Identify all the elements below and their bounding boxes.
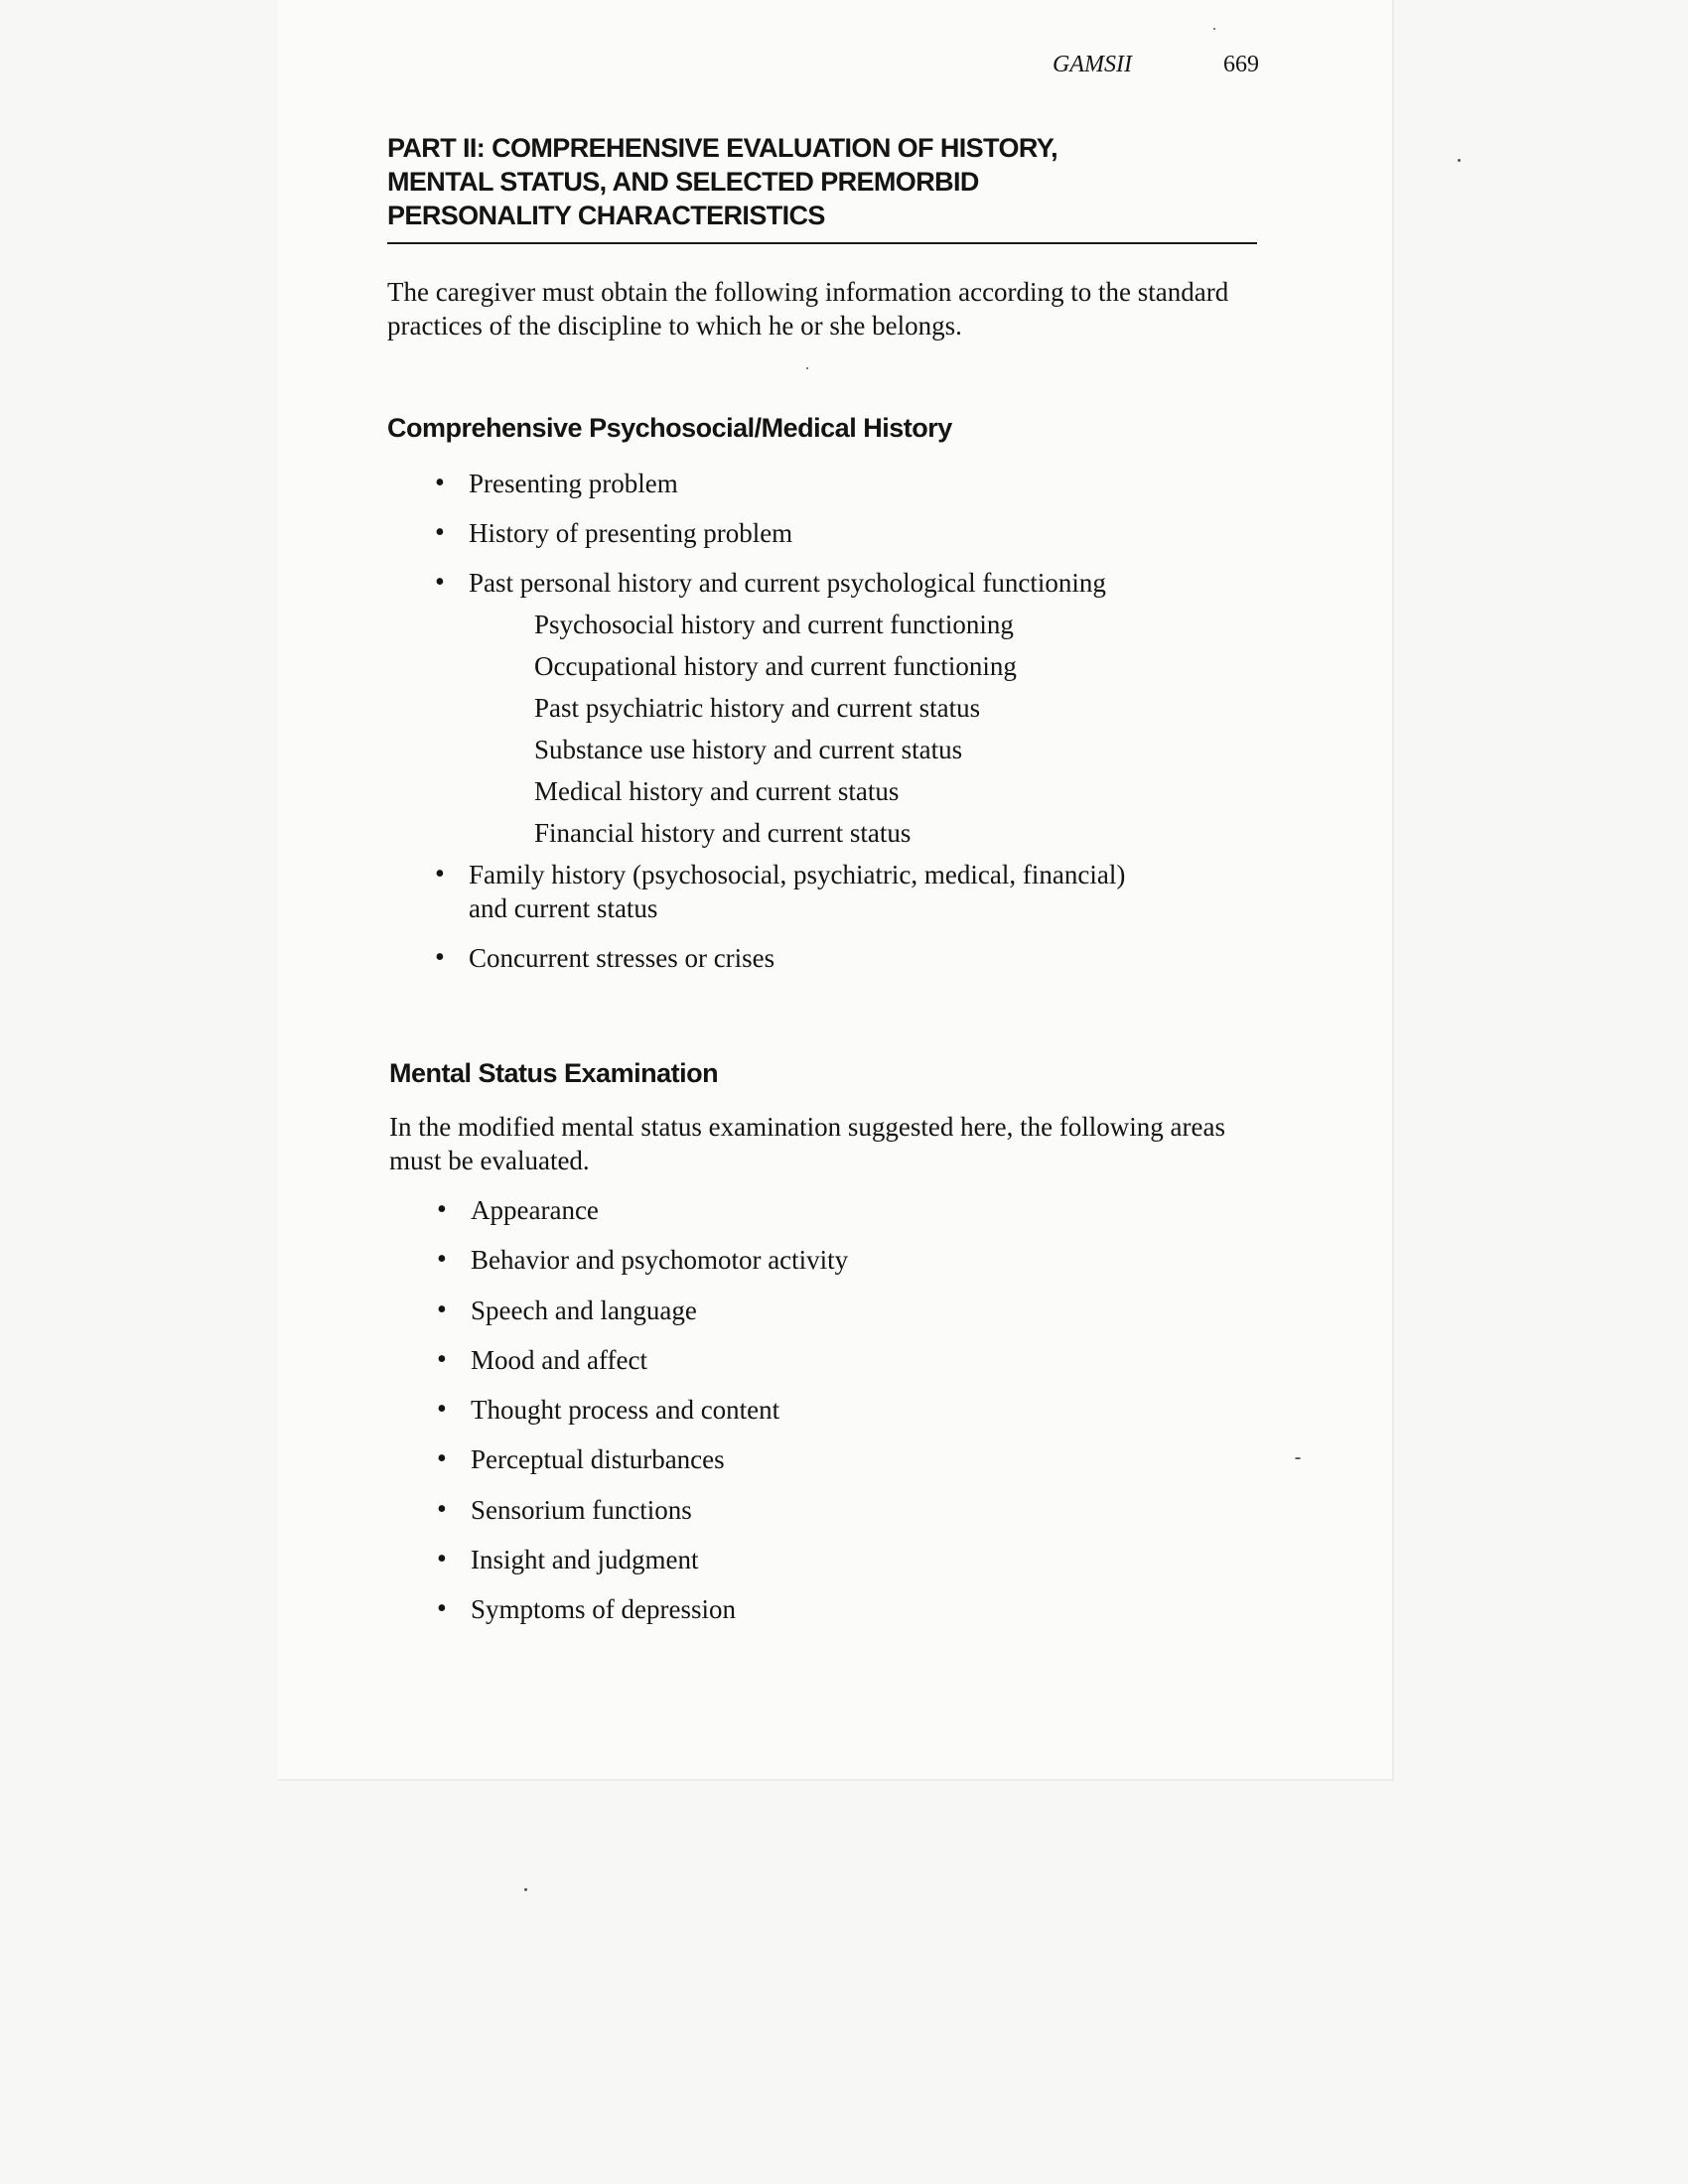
mse-item: • Behavior and psychomotor activity — [437, 1243, 1132, 1277]
history-subitem: Past psychiatric history and current status — [534, 693, 981, 723]
mse-heading: Mental Status Examination — [389, 1058, 719, 1088]
part-title-line: PART II: COMPREHENSIVE EVALUATION OF HISTORY, — [387, 133, 1058, 163]
history-item: • Presenting problem — [435, 467, 1249, 500]
running-head — [1053, 52, 1259, 78]
mse-item: • Appearance — [437, 1193, 1132, 1227]
history-sublist — [469, 608, 1249, 850]
mse-item: • Symptoms of depression — [437, 1592, 1132, 1626]
mse-item: • Thought process and content — [437, 1393, 1132, 1427]
history-item: • Family history (psychosocial, psychiatric, medical, financial) and current status — [435, 858, 1144, 925]
scan-speck — [1458, 159, 1461, 162]
scan-speck — [524, 1888, 527, 1891]
history-item: • Past personal history and current psychological functioning Psychosocial history and current functioning Occupational history and current functioning Past psychiatric history and current status Substance use history and current status Medical history and current status Financial history and current status — [435, 566, 1249, 850]
mse-item: • Perceptual disturbances — [437, 1442, 1132, 1476]
scan-speck — [806, 367, 808, 369]
history-subitem: Medical history and current status — [534, 776, 900, 806]
mse-intro-paragraph: In the modified mental status examination suggested here, the following areas must be evaluated. — [389, 1112, 1226, 1175]
history-list — [435, 467, 1249, 991]
mse-list — [437, 1193, 1132, 1643]
mse-item: • Sensorium functions — [437, 1493, 1132, 1527]
mse-item: • Insight and judgment — [437, 1543, 1132, 1576]
history-item: • Concurrent stresses or crises — [435, 941, 1249, 975]
mse-item: • Mood and affect — [437, 1343, 1132, 1377]
intro-paragraph: The caregiver must obtain the following information according to the standard practices of the discipline to which he or she belongs. — [387, 277, 1229, 341]
history-item: • History of presenting problem — [435, 516, 1249, 550]
history-heading: Comprehensive Psychosocial/Medical History — [387, 413, 952, 443]
scan-speck — [1213, 28, 1215, 30]
history-subitem: Psychosocial history and current functioning — [534, 610, 1014, 639]
mse-item: • Speech and language — [437, 1294, 1132, 1327]
page-number: 669 — [1223, 52, 1259, 77]
part-title-line: MENTAL STATUS, AND SELECTED PREMORBID — [387, 167, 979, 197]
history-subitem: Occupational history and current functioning — [534, 651, 1017, 681]
history-subitem: Substance use history and current status — [534, 735, 963, 764]
scan-speck — [1295, 1457, 1301, 1459]
journal-title: GAMSII — [1053, 52, 1132, 77]
part-title — [387, 131, 1257, 244]
part-title-line: PERSONALITY CHARACTERISTICS — [387, 201, 825, 230]
history-subitem: Financial history and current status — [534, 818, 912, 848]
